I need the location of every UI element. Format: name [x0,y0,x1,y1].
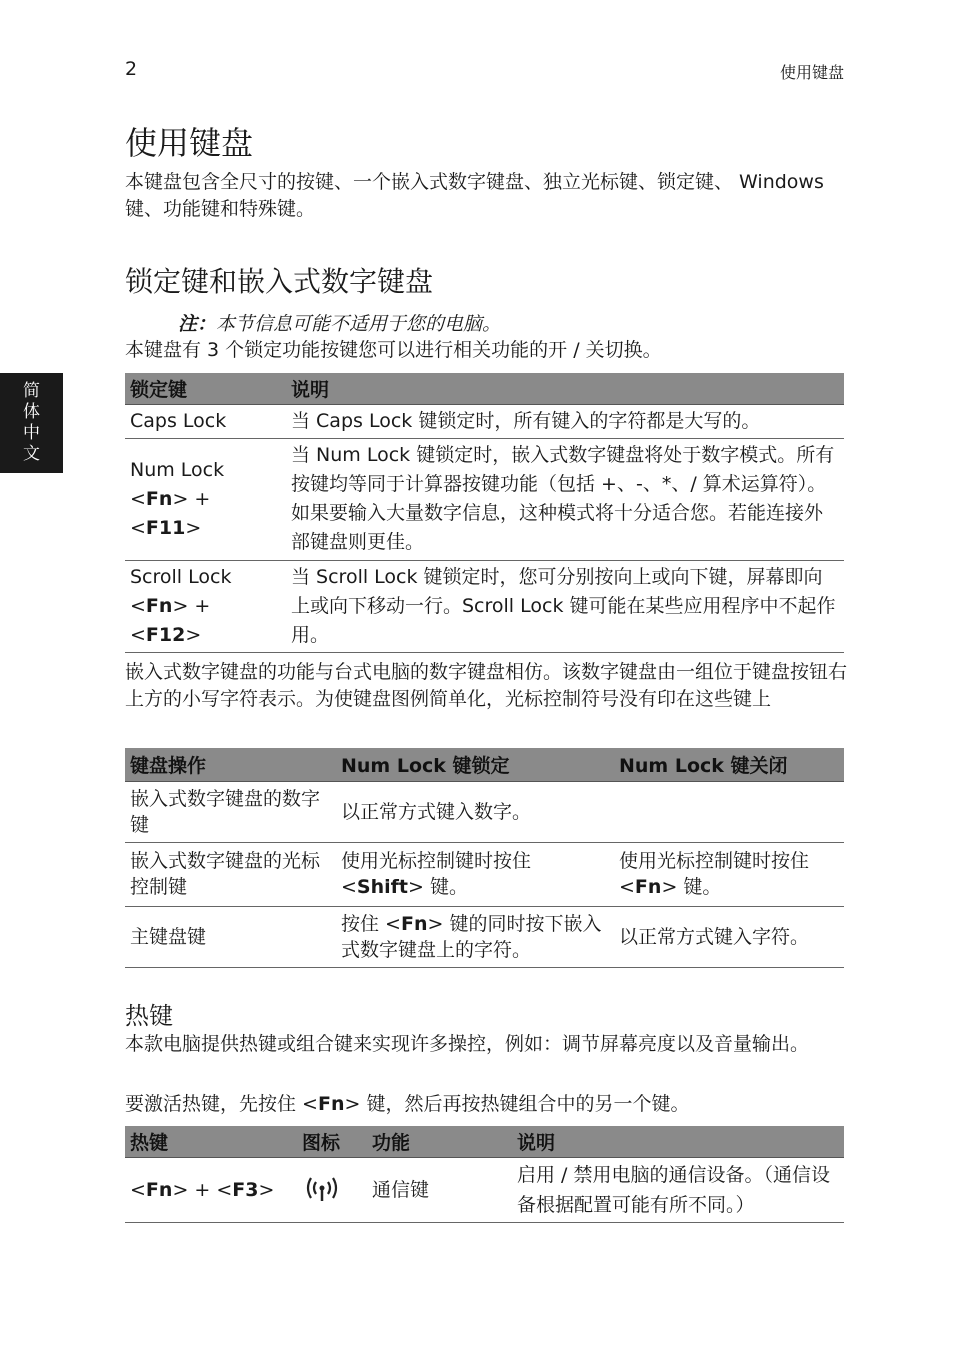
wireless-signal-icon [302,1175,342,1205]
table-header-cell: 锁定键 [125,373,286,404]
scroll-lock-combo: <Fn> + <F12> [130,594,211,646]
table-row [125,781,844,842]
side-tab-char: 体 [23,402,40,422]
scroll-lock-name: Scroll Lock [130,565,232,588]
table-header-cell: 图标 [297,1126,367,1157]
running-header: 使用键盘 [779,63,844,82]
hotkey-function: 通信键 [367,1157,512,1222]
hotkeys-paragraph: 本款电脑提供热键或组合键来实现许多操控，例如：调节屏幕亮度以及音量输出。 [125,1033,810,1055]
table-row [125,438,844,560]
table-row [125,906,844,967]
hotkey-description: 启用 / 禁用电脑的通信设备。（通信设备根据配置可能有所不同。） [512,1157,844,1222]
note-label: 注： [178,313,217,335]
caps-lock-name: Caps Lock [125,404,286,438]
keypad-off-cell [614,781,844,842]
table-header-cell: 热键 [125,1126,297,1157]
intro-paragraph: 本键盘包含全尺寸的按键、一个嵌入式数字键盘、独立光标键、锁定键、 Windows 键、功能键和特殊键。 [125,171,824,220]
table-header-cell: 说明 [286,373,844,404]
page-number: 2 [125,58,138,80]
table-header-cell: 说明 [512,1126,844,1157]
keypad-on-cell: 以正常方式键入数字。 [336,781,614,842]
keypad-paragraph: 嵌入式数字键盘的功能与台式电脑的数字键盘相仿。该数字键盘由一组位于键盘按钮右上方的小写字符表示。为使键盘图例简单化，光标控制符号没有印在这些键上 [125,661,848,710]
note-text: 本节信息可能不适用于您的电脑。 [216,313,502,335]
hotkey-table [125,1126,844,1223]
page-title: 使用键盘 [125,124,254,162]
language-side-tab [0,373,63,473]
table-row [125,560,844,652]
lock-keys-lead: 本键盘有 3 个锁定功能按键您可以进行相关功能的开 / 关切换。 [125,339,662,361]
num-lock-name: Num Lock [130,458,225,481]
keypad-op-cell: 嵌入式数字键盘的光标控制键 [125,842,336,906]
section-heading-lock-keys: 锁定键和嵌入式数字键盘 [125,265,434,298]
note [178,309,501,336]
num-lock-combo: <Fn> + <F11> [130,487,211,539]
lock-keys-table [125,373,844,653]
scroll-lock-cell [125,560,286,652]
table-header-cell: 功能 [367,1126,512,1157]
side-tab-char: 文 [23,444,40,464]
num-lock-description: 当 Num Lock 键锁定时，嵌入式数字键盘将处于数字模式。所有按键均等同于计算器按键功能（包括 +、-、*、/ 算术运算符）。如果要输入大量数字信息，这种模式将十分适合您。若能连接外部键盘则更佳。 [286,438,844,560]
table-row [125,1157,844,1222]
table-header-cell: Num Lock 键锁定 [336,748,614,781]
keypad-on-cell: 使用光标控制键时按住 <Shift> 键。 [336,842,614,906]
side-tab-char: 中 [23,423,40,443]
table-header-cell: Num Lock 键关闭 [614,748,844,781]
table-row [125,842,844,906]
keypad-op-cell: 主键盘键 [125,906,336,967]
keypad-table [125,748,844,968]
caps-lock-description: 当 Caps Lock 键锁定时，所有键入的字符都是大写的。 [286,404,844,438]
hotkeys-activate-paragraph: 要激活热键，先按住 <Fn> 键，然后再按热键组合中的另一个键。 [125,1093,690,1115]
keypad-off-cell: 使用光标控制键时按住 <Fn> 键。 [614,842,844,906]
keypad-off-cell: 以正常方式键入字符。 [614,906,844,967]
num-lock-cell [125,438,286,560]
hotkey-combo: <Fn> + <F3> [125,1157,297,1222]
hotkey-icon-cell [297,1157,367,1222]
scroll-lock-description: 当 Scroll Lock 键锁定时，您可分别按向上或向下键，屏幕即向上或向下移动一行。Scroll Lock 键可能在某些应用程序中不起作用。 [286,560,844,652]
keypad-on-cell: 按住 <Fn> 键的同时按下嵌入式数字键盘上的字符。 [336,906,614,967]
table-row [125,404,844,438]
side-tab-char: 简 [23,381,40,401]
table-header-cell: 键盘操作 [125,748,336,781]
section-heading-hotkeys: 热键 [125,1002,173,1030]
keypad-op-cell: 嵌入式数字键盘的数字键 [125,781,336,842]
